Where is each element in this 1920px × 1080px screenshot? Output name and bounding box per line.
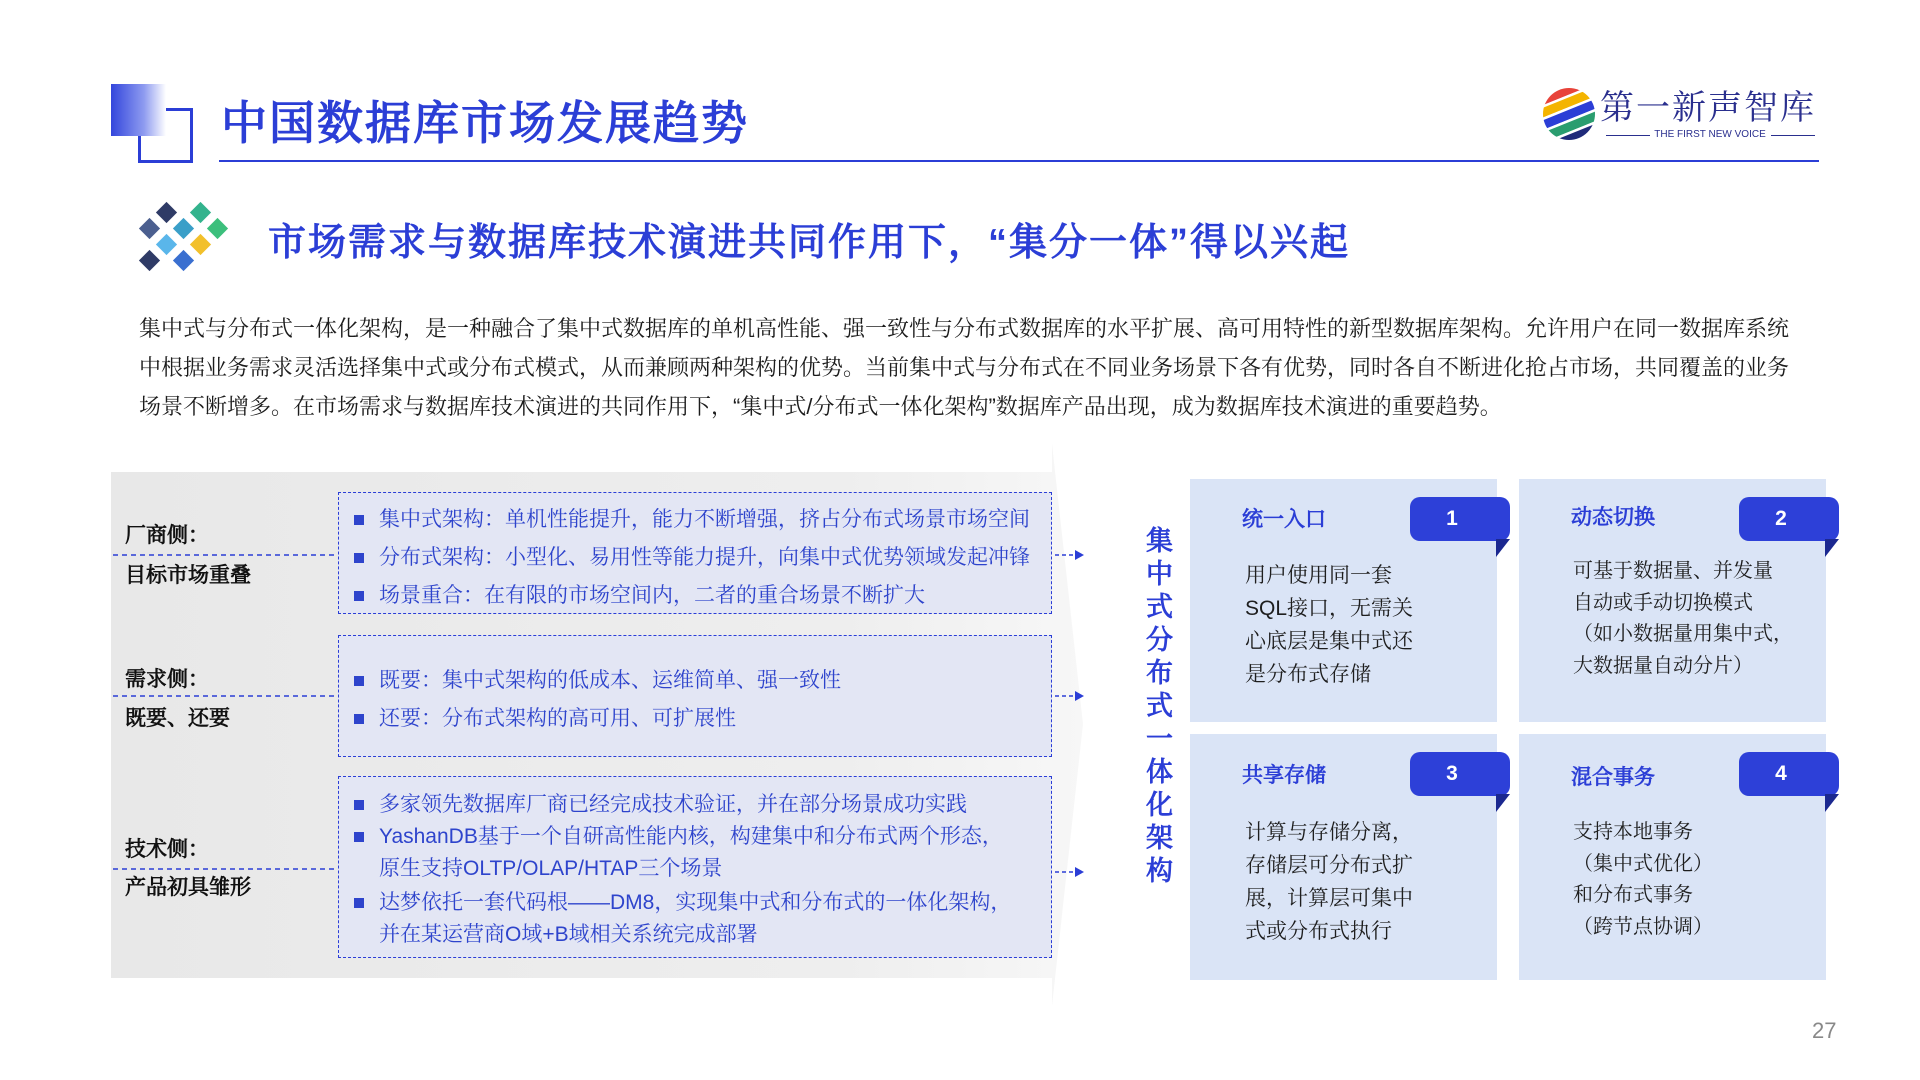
diamond-shape: [139, 218, 160, 239]
bullet-square-icon: [354, 553, 364, 563]
page-number: 27: [1812, 1018, 1837, 1043]
bullet-square-icon: [354, 800, 364, 810]
driver-label-demand: 需求侧：: [125, 668, 209, 691]
driver-sublabel-technology: 产品初具雏形: [125, 876, 251, 899]
bullet-square-icon: [354, 832, 364, 842]
feature-number: 1: [1446, 507, 1458, 530]
diamond-shape: [173, 250, 194, 271]
feature-description-line: 心底层是集中式还: [1245, 630, 1413, 653]
feature-description: [1245, 559, 1413, 691]
architecture-vertical-label: 集中式分布式一体化架构: [1142, 526, 1172, 889]
diamond-shape: [173, 218, 194, 239]
feature-card-hybrid-transactions: [1519, 734, 1826, 980]
diamond-shape: [139, 250, 160, 271]
driver-item-continuation: 原生支持OLTP/OLAP/HTAP三个场景: [379, 857, 723, 880]
bullet-square-icon: [354, 591, 364, 601]
driver-item-text: 达梦依托一套代码根——DM8，实现集中式和分布式的一体化架构，: [379, 891, 1012, 914]
feature-description-line: 用户使用同一套: [1245, 564, 1392, 587]
driver-item: [379, 704, 736, 734]
intro-paragraph-line: 中根据业务需求灵活选择集中式或分布式模式，从而兼顾两种架构的优势。当前集中式与分布式在不同业务场景下各有优势，同时各自不断进化抢占市场，共同覆盖的业务: [139, 355, 1790, 380]
feature-description-line: 自动或手动切换模式: [1573, 591, 1753, 614]
feature-description-line: （如小数据量用集中式，: [1573, 623, 1793, 645]
driver-item-text: 既要：集中式架构的低成本、运维简单、强一致性: [379, 669, 841, 692]
bullet-square-icon: [354, 515, 364, 525]
driver-sublabel-vendor: 目标市场重叠: [125, 564, 251, 587]
feature-description-line: （集中式优化）: [1573, 852, 1713, 875]
feature-description-line: 计算与存储分离，: [1245, 821, 1413, 844]
brand-logo-tagline: THE FIRST NEW VOICE: [1654, 129, 1766, 140]
feature-number-badge: [1739, 497, 1839, 541]
feature-description-line: 可基于数据量、并发量: [1573, 560, 1773, 582]
bullet-square-icon: [354, 898, 364, 908]
feature-title: 动态切换: [1571, 506, 1655, 529]
feature-title: 统一入口: [1242, 508, 1326, 531]
intro-paragraph-line: 场景不断增多。在市场需求与数据库技术演进的共同作用下，“集中式/分布式一体化架构”数据库产品出现，成为数据库技术演进的重要趋势。: [139, 394, 1502, 419]
driver-box-demand: [338, 635, 1052, 757]
feature-description-line: 和分布式事务: [1573, 884, 1693, 906]
brand-logo-icon: [1541, 86, 1597, 142]
feature-description-line: 大数据量自动分片）: [1573, 654, 1753, 677]
feature-description-line: 是分布式存储: [1245, 663, 1371, 686]
feature-description-line: 支持本地事务: [1573, 821, 1693, 843]
bullet-square-icon: [354, 714, 364, 724]
brand-logo-name: 第一新声智库: [1600, 89, 1816, 127]
driver-item: [379, 666, 841, 696]
feature-description-line: 式或分布式执行: [1245, 920, 1392, 943]
feature-card-unified-entry: [1190, 479, 1497, 722]
diamond-shape: [156, 202, 177, 223]
section-subtitle: 市场需求与数据库技术演进共同作用下，“集分一体”得以兴起: [268, 222, 1351, 264]
connector-arrowhead-icon: [1075, 867, 1084, 877]
diamond-shape: [156, 234, 177, 255]
driver-item: [379, 581, 925, 611]
driver-box-vendor: [338, 492, 1052, 614]
feature-description-line: 展，计算层可集中: [1245, 887, 1413, 910]
driver-label-vendor: 厂商侧：: [125, 524, 209, 547]
diamond-cluster-icon: [139, 200, 234, 280]
feature-title: 共享存储: [1242, 764, 1326, 787]
feature-description-line: 存储层可分布式扩: [1245, 854, 1413, 877]
driver-item-text: YashanDB基于一个自研高性能内核，构建集中和分布式两个形态，: [379, 825, 1003, 848]
driver-item: [379, 543, 1030, 573]
brand-tagline-rule: [1606, 135, 1650, 136]
title-underline: [219, 160, 1819, 162]
driver-item-text: 多家领先数据库厂商已经完成技术验证，并在部分场景成功实践: [379, 793, 967, 816]
driver-sublabel-demand: 既要、还要: [125, 707, 230, 730]
title-marker-fill: [111, 84, 166, 136]
feature-number-badge: [1410, 497, 1510, 541]
connector-arrowhead-icon: [1075, 550, 1084, 560]
feature-card-shared-storage: [1190, 734, 1497, 980]
diamond-shape: [207, 218, 228, 239]
driver-box-technology: [338, 776, 1052, 958]
feature-number: 4: [1775, 762, 1787, 785]
driver-item: [379, 888, 1011, 918]
driver-item-text: 还要：分布式架构的高可用、可扩展性: [379, 707, 736, 730]
page-title: 中国数据库市场发展趋势: [221, 97, 749, 149]
brand-tagline-rule: [1771, 135, 1815, 136]
feature-number-badge: [1739, 752, 1839, 796]
feature-title: 混合事务: [1571, 766, 1655, 789]
diamond-shape: [190, 202, 211, 223]
feature-card-dynamic-switch: [1519, 479, 1826, 722]
feature-description-line: （跨节点协调）: [1573, 915, 1713, 938]
driver-item-text: 分布式架构：小型化、易用性等能力提升，向集中式优势领域发起冲锋: [379, 546, 1030, 569]
driver-item-text: 场景重合：在有限的市场空间内，二者的重合场景不断扩大: [379, 584, 925, 607]
driver-item: [379, 822, 1003, 852]
feature-description: [1573, 817, 1713, 943]
diamond-shape: [190, 234, 211, 255]
feature-number: 3: [1446, 762, 1458, 785]
feature-number: 2: [1775, 507, 1787, 530]
driver-item: [379, 790, 967, 820]
feature-number-badge: [1410, 752, 1510, 796]
driver-label-technology: 技术侧：: [125, 838, 209, 861]
feature-description: [1573, 556, 1793, 682]
bullet-square-icon: [354, 676, 364, 686]
driver-item-text: 集中式架构：单机性能提升，能力不断增强，挤占分布式场景市场空间: [379, 508, 1030, 531]
feature-description-line: SQL接口，无需关: [1245, 597, 1414, 620]
driver-item: [379, 505, 1030, 535]
intro-paragraph-line: 集中式与分布式一体化架构，是一种融合了集中式数据库的单机高性能、强一致性与分布式数据库的水平扩展、高可用特性的新型数据库架构。允许用户在同一数据库系统: [139, 316, 1790, 341]
feature-description: [1245, 816, 1413, 948]
driver-item-continuation: 并在某运营商O域+B域相关系统完成部署: [379, 923, 758, 946]
